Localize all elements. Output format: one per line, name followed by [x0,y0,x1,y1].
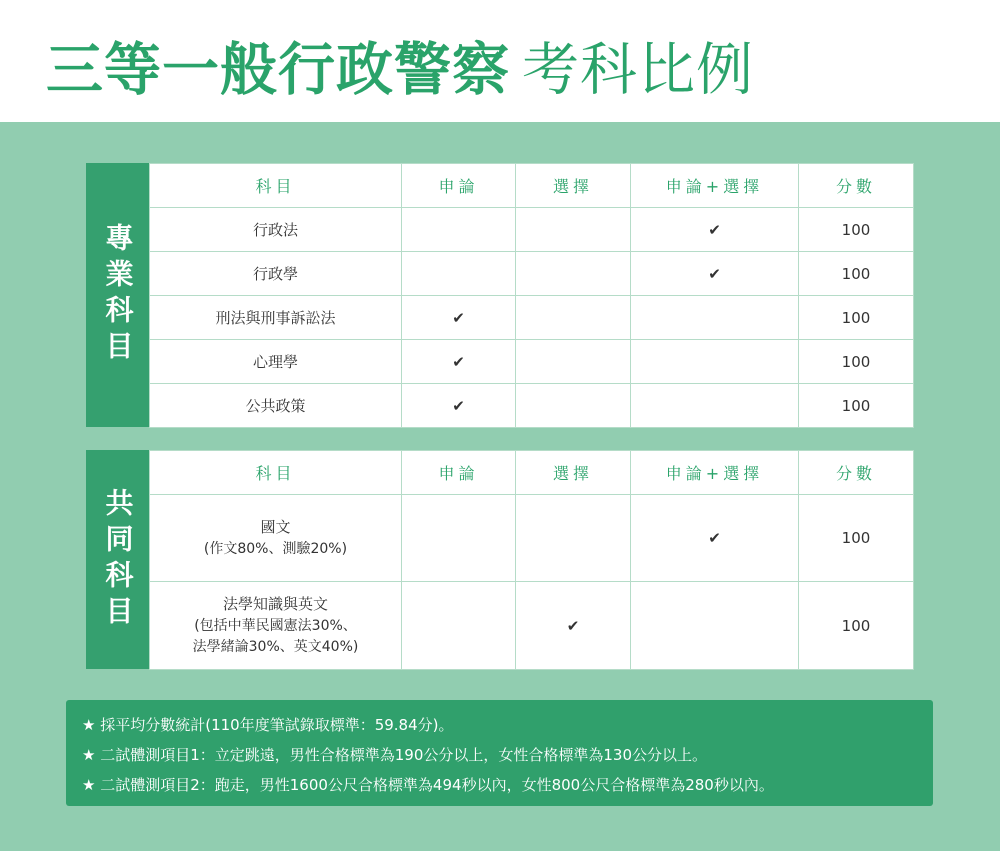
subject-note: (作文80%、測驗20%) [203,540,348,557]
essay-cell [402,208,516,252]
note-item: ★ 二試體測項目2：跑走，男性1600公尺合格標準為494秒以內，女性800公尺合格標準為280秒以內。 [82,776,774,794]
table-row [150,340,914,384]
common-subjects-panel [86,450,913,669]
subject-name: 刑法與刑事訴訟法 [150,296,402,340]
score: 100 [799,296,914,340]
choice-cell [516,340,631,384]
section-label: 共同科目 [101,487,135,632]
score: 100 [799,340,914,384]
score: 100 [799,208,914,252]
choice-cell [516,252,631,296]
title-main: 三等一般行政警察 [46,37,510,103]
table-row [150,208,914,252]
essay-cell [402,252,516,296]
section-label-box [86,163,149,427]
subject-cell [150,495,402,582]
essay-cell [402,495,516,582]
check-icon: ✔ [402,340,516,384]
col-essay: 申論 [402,164,516,208]
col-subject: 科目 [150,451,402,495]
essay-choice-cell [631,296,799,340]
check-icon: ✔ [402,296,516,340]
table-row [150,252,914,296]
table-header-row [150,164,914,208]
score: 100 [799,384,914,428]
col-score: 分數 [799,164,914,208]
notes-list [66,700,933,800]
subject-name: 心理學 [150,340,402,384]
choice-cell [516,208,631,252]
essay-cell [402,582,516,670]
header [0,0,1000,122]
section-label-box [86,450,149,669]
col-essay-choice: 申論+選擇 [631,164,799,208]
choice-cell [516,495,631,582]
page-title [46,30,754,110]
check-icon: ✔ [402,384,516,428]
table-row [150,296,914,340]
col-essay: 申論 [402,451,516,495]
check-icon: ✔ [631,252,799,296]
essay-choice-cell [631,384,799,428]
col-choice: 選擇 [516,164,631,208]
col-subject: 科目 [150,164,402,208]
table-row [150,384,914,428]
title-sub: 考科比例 [522,37,754,103]
subject-cell [150,582,402,670]
subject-name: 法學知識與英文 [222,595,328,614]
subject-name: 行政法 [150,208,402,252]
table-row [150,582,914,670]
subject-note: (包括中華民國憲法30%、 法學緒論30%、英文40%) [192,617,359,655]
subject-name: 國文 [260,518,291,537]
choice-cell [516,384,631,428]
notes-box [66,700,933,806]
table-header-row [150,451,914,495]
score: 100 [799,495,914,582]
col-score: 分數 [799,451,914,495]
essay-choice-cell [631,582,799,670]
note-item: ★ 二試體測項目1：立定跳遠，男性合格標準為190公分以上，女性合格標準為130公分以上。 [82,746,708,764]
check-icon: ✔ [631,495,799,582]
col-choice: 選擇 [516,451,631,495]
score: 100 [799,252,914,296]
subject-name: 行政學 [150,252,402,296]
subjects-table [149,450,914,670]
table-row [150,495,914,582]
check-icon: ✔ [631,208,799,252]
choice-cell [516,296,631,340]
subject-name: 公共政策 [150,384,402,428]
col-essay-choice: 申論+選擇 [631,451,799,495]
essay-choice-cell [631,340,799,384]
professional-subjects-panel [86,163,913,427]
section-label: 專業科目 [101,223,135,367]
check-icon: ✔ [516,582,631,670]
note-item: ★ 採平均分數統計(110年度筆試錄取標準：59.84分)。 [82,716,454,734]
score: 100 [799,582,914,670]
subjects-table [149,163,914,428]
